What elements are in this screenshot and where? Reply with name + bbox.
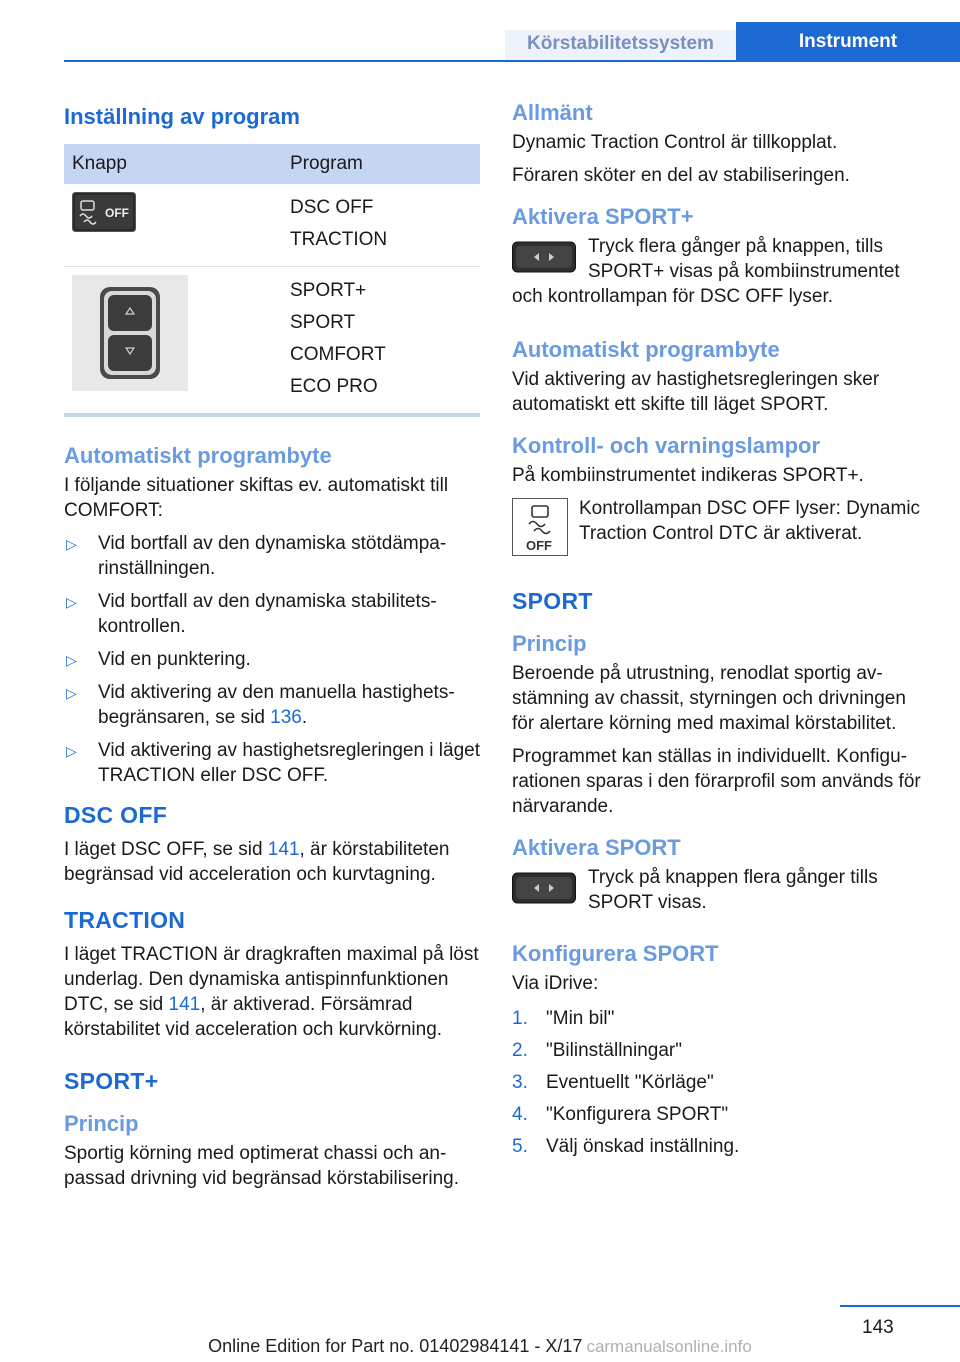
- triangle-bullet-icon: ▷: [66, 652, 77, 668]
- header-rule: [64, 60, 960, 62]
- list-item: [64, 531, 480, 581]
- program-value: COMFORT: [290, 344, 386, 365]
- header-section-tab[interactable]: Körstabilitetssystem: [505, 30, 736, 62]
- auto-intro: I följande situationer skiftas ev. automatiskt till COMFORT:: [64, 475, 449, 521]
- auto-text-right: Vid aktivering av hastighetsregleringen sker automatiskt ett skifte till läget SPORT.: [512, 369, 880, 415]
- svg-text:OFF: OFF: [526, 538, 552, 553]
- list-item: [64, 589, 480, 639]
- kontroll-lamp-block: [512, 496, 930, 560]
- step-number: 1.: [512, 1008, 528, 1029]
- mode-button-icon: [512, 240, 576, 274]
- step-text: "Min bil": [546, 1008, 615, 1029]
- step-text: "Konfigurera SPORT": [546, 1104, 729, 1125]
- dsc-off-warning-lamp-icon: [512, 498, 568, 556]
- step-number: 5.: [512, 1136, 528, 1157]
- princip-text-right-2: Programmet kan ställas in individuellt. Konfigurationen sparas i den förarprofil som används för närvarande.: [512, 746, 921, 817]
- list-item: [64, 680, 480, 730]
- page-link[interactable]: 141: [168, 994, 201, 1015]
- aktivera-sport-heading: Aktivera SPORT: [512, 835, 681, 860]
- princip-text-right-1: Beroende på utrustning, renodlat sportig avstämning av chassit, styrningen och drivningen för alertare körning med maximal körstabilitet.: [512, 663, 906, 734]
- kontroll-lamp-text: Kontrollampan DSC OFF lyser: Dynamic Traction Control DTC är aktiverat.: [579, 498, 921, 544]
- traction-heading: TRACTION: [64, 907, 186, 933]
- kontroll-heading: Kontroll- och varningslampor: [512, 433, 821, 458]
- dsc-off-heading: DSC OFF: [64, 802, 168, 828]
- list-item-text: Vid aktivering av den manuella hastighetsbegränsaren, se sid: [98, 682, 455, 728]
- list-item-text: Vid bortfall av den dynamiska stötdämparinställningen.: [98, 533, 447, 579]
- table-cell-key: [64, 184, 282, 267]
- step-number: 4.: [512, 1104, 528, 1125]
- step-number: 3.: [512, 1072, 528, 1093]
- konfig-intro: Via iDrive:: [512, 973, 599, 994]
- mode-rocker-switch-icon: [72, 275, 188, 391]
- program-value: SPORT+: [290, 280, 367, 301]
- triangle-bullet-icon: ▷: [66, 594, 77, 610]
- kontroll-text: På kombiinstrumentet indikeras SPORT+.: [512, 465, 864, 486]
- list-item-text: Vid aktivering av hastighetsregleringen i läget TRACTION eller DSC OFF.: [98, 740, 480, 786]
- traction-text-end: , är aktiverad. Försämrad körstabilitet vid acceleration och kurvkörning.: [64, 994, 443, 1040]
- list-item: [512, 1006, 930, 1031]
- table-title: Inställning av program: [64, 104, 300, 129]
- list-item: [512, 1038, 930, 1063]
- page-number-rule: [840, 1305, 960, 1307]
- svg-text:OFF: OFF: [105, 206, 129, 220]
- princip-text: Sportig körning med optimerat chassi och anpassad drivning vid begränsad körstabilisering.: [64, 1143, 460, 1189]
- allmant-heading: Allmänt: [512, 100, 593, 125]
- list-item: [512, 1134, 930, 1159]
- auto-heading-right: Automatiskt programbyte: [512, 337, 780, 362]
- sport-heading: SPORT: [512, 588, 593, 614]
- table-header-key: Knapp: [64, 144, 282, 184]
- aktivera-sport-plus-block: [512, 234, 930, 309]
- step-number: 2.: [512, 1040, 528, 1061]
- list-item-text: Vid bortfall av den dynamiska stabilitetskontrollen.: [98, 591, 437, 637]
- footer-edition: Online Edition for Part no. 01402984141 - X/17: [208, 1336, 583, 1356]
- step-text: Eventuellt "Körläge": [546, 1072, 714, 1093]
- right-column: [512, 100, 930, 1166]
- program-value: DSC OFF: [290, 197, 374, 218]
- program-value: SPORT: [290, 312, 356, 333]
- auto-list: [64, 531, 480, 788]
- list-item: [512, 1102, 930, 1127]
- table-row: [64, 267, 480, 416]
- aktivera-sport-plus-heading: Aktivera SPORT+: [512, 204, 694, 229]
- princip-heading: Princip: [64, 1111, 139, 1136]
- traction-text: [64, 942, 480, 1042]
- dsc-off-text-end: , är körstabiliteten begränsad vid acceleration och kurvtagning.: [64, 839, 450, 885]
- aktivera-sport-plus-text-cont: och kontrollampan för DSC OFF lyser.: [512, 286, 833, 307]
- aktivera-sport-block: [512, 865, 930, 919]
- page-number: 143: [862, 1317, 894, 1338]
- header-current-tab[interactable]: Instrument: [736, 22, 960, 62]
- allmant-text-1: Dynamic Traction Control är tillkopplat.: [512, 132, 838, 153]
- program-value: ECO PRO: [290, 376, 378, 397]
- sport-plus-heading: SPORT+: [64, 1068, 159, 1094]
- table-header-program: Program: [282, 144, 480, 184]
- konfig-steps: [512, 1006, 930, 1159]
- princip-heading-right: Princip: [512, 631, 587, 656]
- program-value: TRACTION: [290, 229, 388, 250]
- traction-text-start: I läget TRACTION är dragkraften maximal på löst underlag. Den dynamiska antispinnfunktionen DTC, se sid: [64, 944, 479, 1015]
- table-row: [64, 184, 480, 267]
- dsc-off-text-start: I läget DSC OFF, se sid: [64, 839, 268, 860]
- list-item: [512, 1070, 930, 1095]
- table-cell-program: [282, 184, 480, 267]
- footer-watermark[interactable]: carmanualsonline.info: [586, 1337, 752, 1356]
- auto-heading: Automatiskt programbyte: [64, 443, 332, 468]
- page-header: [0, 0, 960, 62]
- aktivera-sport-text: Tryck på knappen flera gånger tills SPORT visas.: [588, 867, 878, 913]
- list-item-text: Vid en punktering.: [98, 649, 251, 670]
- page-link[interactable]: 136: [270, 707, 302, 728]
- mode-button-icon: [512, 871, 576, 905]
- step-text: "Bilinställningar": [546, 1040, 682, 1061]
- table-header-row: [64, 144, 480, 184]
- dsc-off-button-icon: [72, 192, 136, 232]
- step-text: Välj önskad inställning.: [546, 1136, 740, 1157]
- list-item-text-end: .: [301, 707, 308, 728]
- triangle-bullet-icon: ▷: [66, 685, 77, 701]
- table-cell-key: [64, 267, 282, 416]
- aktivera-sport-plus-text: Tryck flera gånger på knappen, tills SPORT+ visas på kombiinstrumentet: [588, 236, 900, 282]
- list-item: [64, 647, 480, 672]
- konfig-heading: Konfigurera SPORT: [512, 941, 719, 966]
- triangle-bullet-icon: ▷: [66, 743, 77, 759]
- program-table: [64, 144, 480, 417]
- page-link[interactable]: 141: [267, 839, 300, 860]
- list-item: [64, 738, 480, 788]
- allmant-text-2: Föraren sköter en del av stabiliseringen.: [512, 165, 850, 186]
- triangle-bullet-icon: ▷: [66, 536, 77, 552]
- table-cell-program: [282, 267, 480, 416]
- footer: [0, 1336, 960, 1357]
- left-column: [64, 100, 480, 1199]
- dsc-off-text: [64, 837, 480, 887]
